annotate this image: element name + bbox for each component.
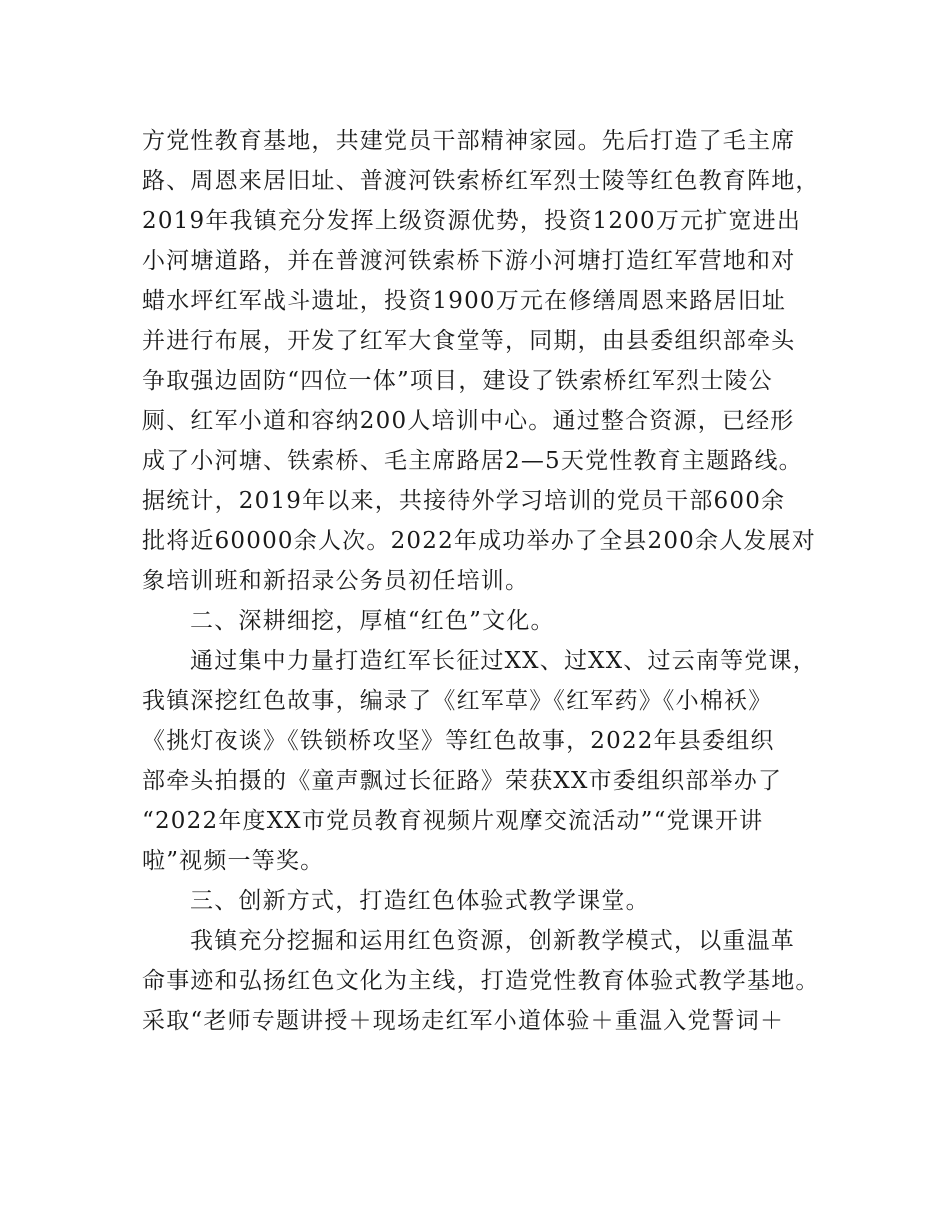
text-line: 三、创新方式，打造红色体验式教学课堂。 (190, 888, 650, 914)
text-line: 成了小河塘、铁索桥、毛主席路居2—5天党性教育主题路线。 (142, 448, 803, 474)
text-line: 二、深耕细挖，厚植“红色”文化。 (190, 608, 555, 634)
text-line: “2022年度XX市党员教育视频片观摩交流活动”“党课开讲 (142, 808, 764, 834)
text-line: 厕、红军小道和容纳200人培训中心。通过整合资源，已经形 (142, 408, 795, 434)
text-line: 啦”视频一等奖。 (142, 848, 325, 874)
document-body (142, 121, 842, 1041)
text-line: 通过集中力量打造红军长征过XX、过XX、过云南等党课， (190, 648, 817, 674)
text-line: 2019年我镇充分发挥上级资源优势，投资1200万元扩宽进出 (142, 208, 802, 234)
text-line: 部牵头拍摄的《童声飘过长征路》荣获XX市委组织部举办了 (142, 768, 783, 794)
text-line: 《挑灯夜谈》《铁锁桥攻坚》等红色故事，2022年县委组织 (142, 728, 775, 754)
text-line: 批将近60000余人次。2022年成功举办了全县200余人发展对 (142, 528, 816, 554)
text-line: 我镇充分挖掘和运用红色资源，创新教学模式，以重温革 (190, 928, 795, 954)
text-line: 并进行布展，开发了红军大食堂等，同期，由县委组织部牵头 (142, 328, 796, 354)
text-line: 命事迹和弘扬红色文化为主线，打造党性教育体验式教学基地。 (142, 968, 820, 994)
text-line: 小河塘道路，并在普渡河铁索桥下游小河塘打造红军营地和对 (142, 248, 796, 274)
text-line: 争取强边固防“四位一体”项目，建设了铁索桥红军烈士陵公 (142, 368, 773, 394)
text-line: 路、周恩来居旧址、普渡河铁索桥红军烈士陵等红色教育阵地， (142, 168, 820, 194)
text-line: 象培训班和新招录公务员初任培训。 (142, 568, 530, 594)
text-line: 方党性教育基地，共建党员干部精神家园。先后打造了毛主席 (142, 128, 796, 154)
text-line: 蜡水坪红军战斗遗址，投资1900万元在修缮周恩来路居旧址 (142, 288, 787, 314)
text-line: 采取“老师专题讲授＋现场走红军小道体验＋重温入党誓词＋ (142, 1008, 785, 1034)
text-line: 据统计，2019年以来，共接待外学习培训的党员干部600余 (142, 488, 786, 514)
text-line: 我镇深挖红色故事，编录了《红军草》《红军药》《小棉袄》 (142, 688, 773, 714)
